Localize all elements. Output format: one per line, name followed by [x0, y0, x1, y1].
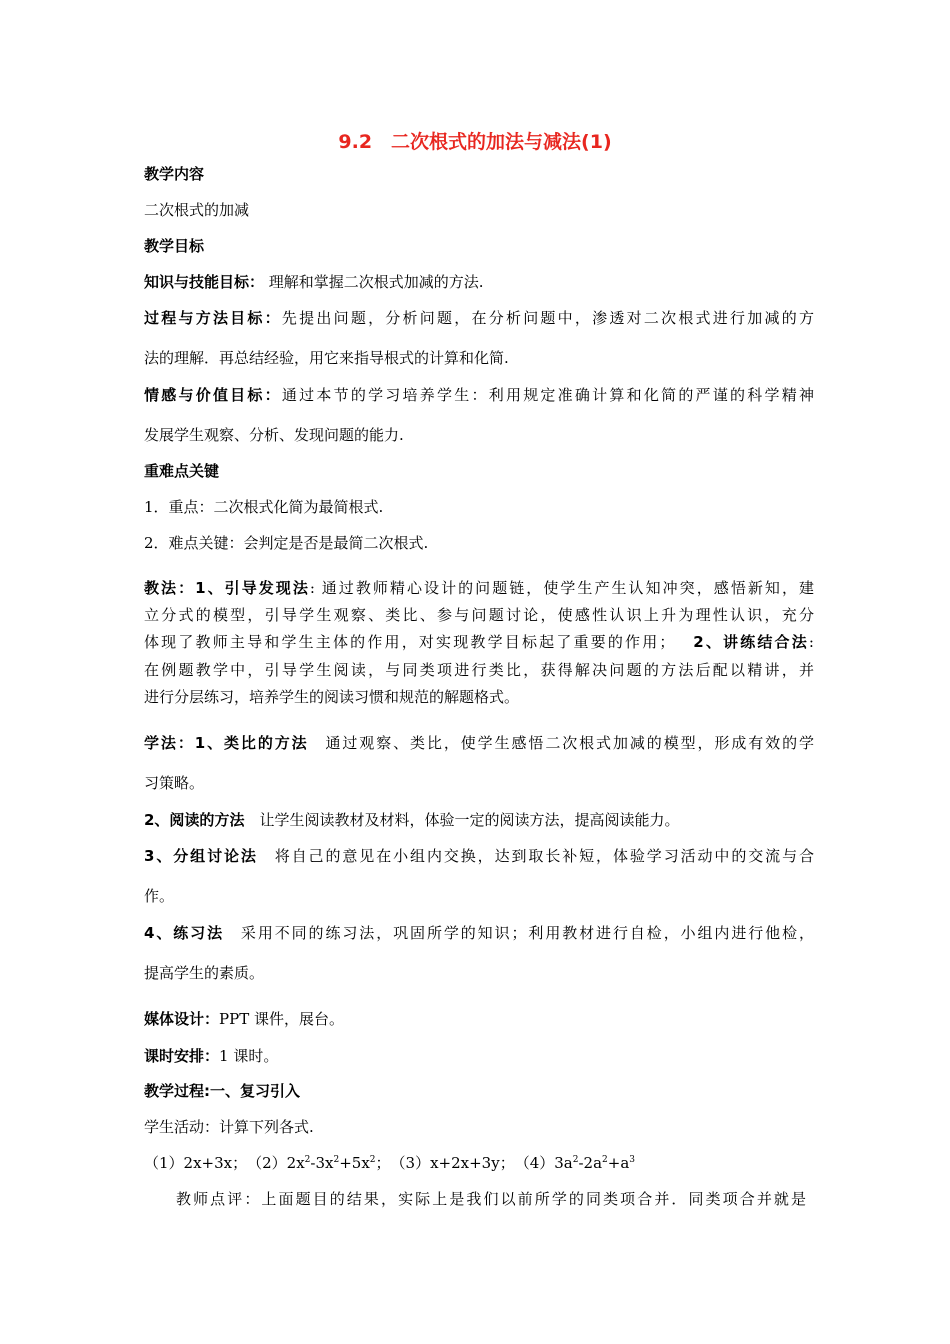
media-text: PPT 课件，展台。	[219, 1010, 344, 1028]
learn2-label: 2、阅读的方法	[144, 811, 245, 829]
section-heading-content: 教学内容	[144, 165, 205, 183]
learn1-line2: 习策略。	[144, 774, 205, 792]
exercise-part: +a	[607, 1154, 630, 1172]
goal-process-label: 过程与方法目标：	[144, 309, 282, 327]
method-text-c: 体现了教师主导和学生主体的作用，对实现教学目标起了重要的作用；	[144, 633, 667, 651]
goal-knowledge	[144, 272, 814, 292]
media-line	[144, 1009, 814, 1029]
teacher-comment: 教师点评：上面题目的结果，实际上是我们以前所学的同类项合并．同类项合并就是	[176, 1190, 806, 1208]
exercise-1-2: （1）2x+3x； （2）2x	[144, 1154, 305, 1172]
method-line3	[144, 632, 814, 652]
method-label: 教法：1、引导发现法	[144, 579, 310, 597]
goal-knowledge-label: 知识与技能目标：	[144, 273, 265, 291]
section-heading-key: 重难点关键	[144, 462, 220, 480]
goal-process-text-a: 先提出问题，分析问题，在分析问题中，渗透对二次根式进行加减的方	[281, 309, 814, 327]
method2-colon: :	[808, 633, 814, 651]
goal-process-line2: 法的理解．再总结经验，用它来指导根式的计算和化简.	[144, 349, 509, 367]
goal-emotion-line2: 发展学生观察、分析、发现问题的能力.	[144, 426, 404, 444]
key-point-1: 1．重点：二次根式化简为最简根式.	[144, 498, 384, 516]
exercise-part: -3x	[310, 1154, 334, 1172]
exponent: 3	[629, 1155, 636, 1165]
method-line5: 进行分层练习，培养学生的阅读习惯和规范的解题格式。	[144, 688, 520, 706]
learn3-label: 3、分组讨论法	[144, 847, 258, 865]
exponent: 2	[572, 1155, 579, 1165]
goal-emotion-text-a: 通过本节的学习培养学生：利用规定准确计算和化简的严谨的科学精神	[281, 386, 814, 404]
page-title: 9.2 二次根式的加法与减法(1)	[338, 131, 612, 153]
content-text: 二次根式的加减	[144, 201, 250, 219]
learn1-line1	[144, 733, 814, 753]
learn1-label: 学法：1、类比的方法	[144, 734, 309, 752]
method2-label: 2、讲练结合法	[693, 633, 809, 651]
hours-line	[144, 1046, 814, 1066]
key-point-2: 2．难点关键：会判定是否是最简二次根式.	[144, 534, 429, 552]
learn4-text-a: 采用不同的练习法，巩固所学的知识；利用教材进行自检，小组内进行他检，	[224, 924, 814, 942]
goal-knowledge-text: 理解和掌握二次根式加减的方法.	[264, 273, 484, 291]
method-text-a: : 通过教师精心设计的问题链，使学生产生认知冲突，感悟新知，建	[309, 579, 814, 597]
learn3-line1	[144, 846, 814, 866]
exercise-part: +5x	[339, 1154, 370, 1172]
learn4-label: 4、练习法	[144, 924, 224, 942]
exponent: 2	[304, 1155, 311, 1165]
learn2-line	[144, 810, 814, 830]
method-line4: 在例题教学中，引导学生阅读，与同类项进行类比，获得解决问题的方法后配以精讲，并	[144, 661, 814, 679]
goal-emotion-line1	[144, 385, 814, 405]
exponent: 2	[602, 1155, 608, 1165]
process-heading: 教学过程:一、复习引入	[144, 1082, 300, 1100]
learn4-line1	[144, 923, 814, 943]
student-activity: 学生活动：计算下列各式.	[144, 1118, 314, 1136]
goal-process-line1	[144, 308, 814, 328]
exponent: 2	[333, 1155, 340, 1165]
exercise-part: -2a	[578, 1154, 603, 1172]
learn3-line2: 作。	[144, 887, 175, 905]
learn1-text-a: 通过观察、类比，使学生感悟二次根式加减的模型，形成有效的学	[308, 734, 814, 752]
exponent: 2	[369, 1155, 376, 1165]
section-heading-goals: 教学目标	[144, 237, 205, 255]
goal-emotion-label: 情感与价值目标：	[144, 386, 282, 404]
learn3-text-a: 将自己的意见在小组内交换，达到取长补短，体验学习活动中的交流与合	[257, 847, 814, 865]
hours-text: 1 课时。	[219, 1047, 279, 1065]
hours-label: 课时安排：	[144, 1047, 220, 1065]
method-line2: 立分式的模型，引导学生观察、类比、参与问题讨论，使感性认识上升为理性认识，充分	[144, 606, 814, 624]
exercise-list	[144, 1153, 814, 1173]
method-line1	[144, 578, 814, 598]
learn4-line2: 提高学生的素质。	[144, 964, 265, 982]
learn2-text: 让学生阅读教材及材料，体验一定的阅读方法，提高阅读能力。	[244, 811, 680, 829]
exercise-3-4: ； （3）x+2x+3y； （4）3a	[375, 1154, 573, 1172]
media-label: 媒体设计：	[144, 1010, 220, 1028]
